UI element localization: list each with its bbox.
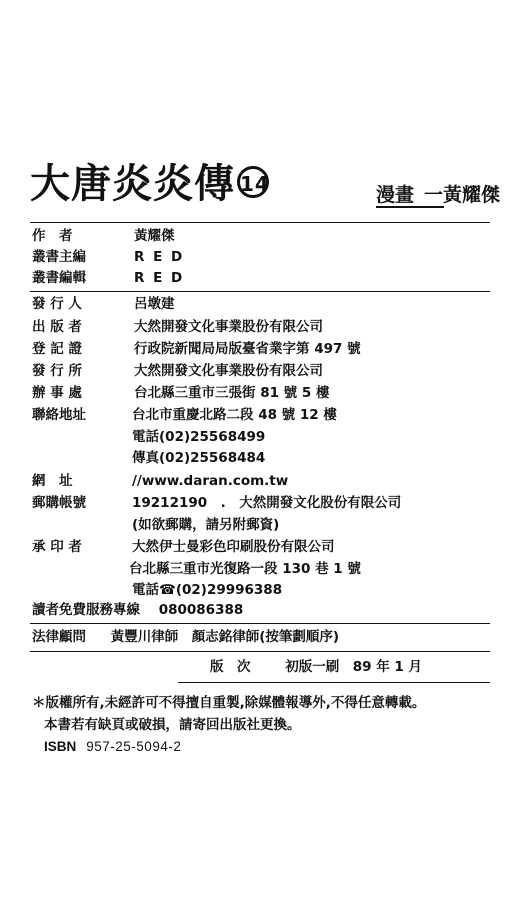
credit-value: 大然開發文化事業股份有限公司: [134, 319, 323, 335]
service-line: [32, 599, 243, 621]
volume-number: 14: [237, 166, 269, 198]
credit-label: 聯絡地址: [32, 407, 86, 423]
credit-value: 台北縣三重市三張街 81 號 5 樓: [134, 385, 330, 401]
credit-label: 辦 事 處: [32, 385, 82, 401]
credit-value: (如欲郵購，請另附郵資): [132, 517, 280, 533]
divider-2: [30, 291, 490, 292]
credit-value: 大然伊士曼彩色印刷股份有限公司: [132, 539, 335, 555]
credit-label: 網 址: [32, 473, 73, 489]
book-title: [30, 162, 269, 206]
credit-value: 行政院新聞局局版臺省業字第 497 號: [134, 341, 361, 357]
credit-label: 發 行 人: [32, 296, 82, 312]
isbn-value: 957-25-5094-2: [86, 739, 182, 754]
artist-underline: [376, 206, 444, 208]
isbn-label: ISBN: [44, 739, 77, 754]
divider-top: [30, 222, 490, 223]
credit-label: 承 印 者: [32, 539, 82, 555]
credit-label: 叢書編輯: [32, 270, 86, 286]
edition-line: [210, 656, 422, 678]
copyright-notice: ＊版權所有,未經許可不得擅自重製,除媒體報導外,不得任意轉載。: [32, 695, 426, 711]
edition-label: 版 次: [210, 659, 251, 675]
artist-credit: [376, 180, 500, 207]
credit-value: 電話☎(02)29996388: [132, 582, 283, 598]
credit-value: R E D: [134, 249, 185, 265]
credit-value: R E D: [134, 270, 185, 286]
credit-label: 作 者: [32, 228, 73, 244]
credit-value: 電話(02)25568499: [132, 429, 266, 445]
credit-label: 登 記 證: [32, 341, 82, 357]
credit-value: 大然開發文化事業股份有限公司: [134, 363, 323, 379]
service-label: 讀者免費服務專線: [32, 602, 140, 618]
isbn-line: [44, 736, 181, 758]
divider-3: [30, 623, 490, 624]
credit-label: 叢書主編: [32, 249, 86, 265]
service-number: 080086388: [158, 602, 244, 618]
artist-name: 一黃耀傑: [423, 184, 500, 206]
credit-label: 出 版 者: [32, 319, 82, 335]
book-title-text: 大唐炎炎傳: [30, 160, 235, 207]
credit-value: 呂墩建: [134, 296, 175, 312]
replacement-notice: 本書若有缺頁或破損，請寄回出版社更換。: [44, 717, 301, 733]
credit-value: 黃耀傑: [134, 228, 175, 244]
edition-value: 初版一刷 89 年 1 月: [285, 659, 422, 675]
credit-value: 台北縣三重市光復路一段 130 巷 1 號: [129, 561, 361, 577]
divider-5: [178, 682, 490, 683]
legal-label: 法律顧問: [32, 629, 86, 645]
legal-line: [32, 626, 339, 648]
legal-value: 黃豐川律師 顏志銘律師(按筆劃順序): [110, 629, 340, 645]
credit-label: 郵購帳號: [32, 495, 86, 511]
title-block: [30, 158, 500, 212]
artist-role: 漫畫: [375, 184, 414, 206]
credit-value: 傳真(02)25568484: [132, 450, 266, 466]
website-value: //www.daran.com.tw: [132, 473, 289, 489]
credit-value: 19212190 . 大然開發文化股份有限公司: [132, 495, 402, 511]
credit-label: 發 行 所: [32, 363, 82, 379]
credit-value: 台北市重慶北路二段 48 號 12 樓: [132, 407, 337, 423]
divider-4: [30, 651, 490, 652]
